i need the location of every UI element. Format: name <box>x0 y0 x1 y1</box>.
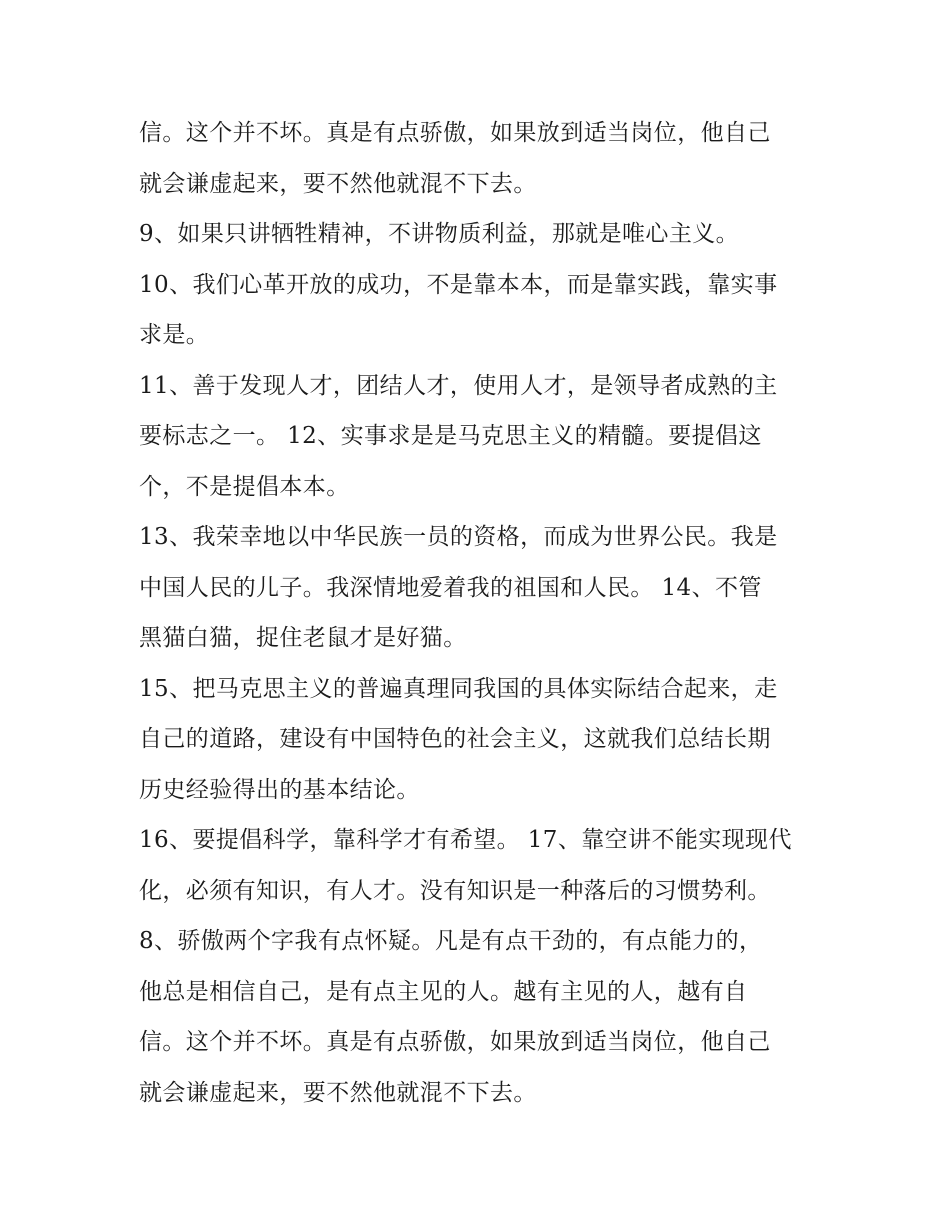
text-line: 黑猫白猫，捉住老鼠才是好猫。 <box>139 625 467 651</box>
text-line: 中国人民的儿子。我深情地爱着我的祖国和人民。 14、不管 <box>139 574 762 601</box>
text-line: 历史经验得出的基本结论。 <box>139 776 420 803</box>
text-line: 9、如果只讲牺牲精神，不讲物质利益，那就是唯心主义。 <box>139 221 740 247</box>
text-line: 他总是相信自己，是有点主见的人。越有主见的人，越有自 <box>139 978 748 1005</box>
text-line: 15、把马克思主义的普遍真理同我国的具体实际结合起来，走 <box>139 675 778 702</box>
text-line: 就会谦虚起来，要不然他就混不下去。 <box>139 1079 537 1106</box>
text-line: 要标志之一。 12、实事求是是马克思主义的精髓。要提倡这 <box>139 423 762 449</box>
text-line: 求是。 <box>139 322 210 348</box>
text-line: 13、我荣幸地以中华民族一员的资格，而成为世界公民。我是 <box>139 524 778 550</box>
text-line: 信。这个并不坏。真是有点骄傲，如果放到适当岗位，他自己 <box>139 120 771 146</box>
text-line: 8、骄傲两个字我有点怀疑。凡是有点干劲的，有点能力的， <box>139 928 763 954</box>
text-line: 就会谦虚起来，要不然他就混不下去。 <box>139 170 537 197</box>
text-line: 自己的道路，建设有中国特色的社会主义，这就我们总结长期 <box>139 726 771 752</box>
text-line: 化，必须有知识，有人才。没有知识是一种落后的习惯势利。 <box>139 877 771 904</box>
text-line: 信。这个并不坏。真是有点骄傲，如果放到适当岗位，他自己 <box>139 1029 771 1055</box>
text-line: 10、我们心革开放的成功，不是靠本本，而是靠实践，靠实事 <box>139 271 778 298</box>
text-line: 11、善于发现人才，团结人才，使用人才，是领导者成熟的主 <box>139 372 778 399</box>
text-line: 16、要提倡科学，靠科学才有希望。 17、靠空讲不能实现现代 <box>139 827 792 853</box>
body-text <box>139 108 829 1118</box>
text-line: 个，不是提倡本本。 <box>139 473 350 500</box>
